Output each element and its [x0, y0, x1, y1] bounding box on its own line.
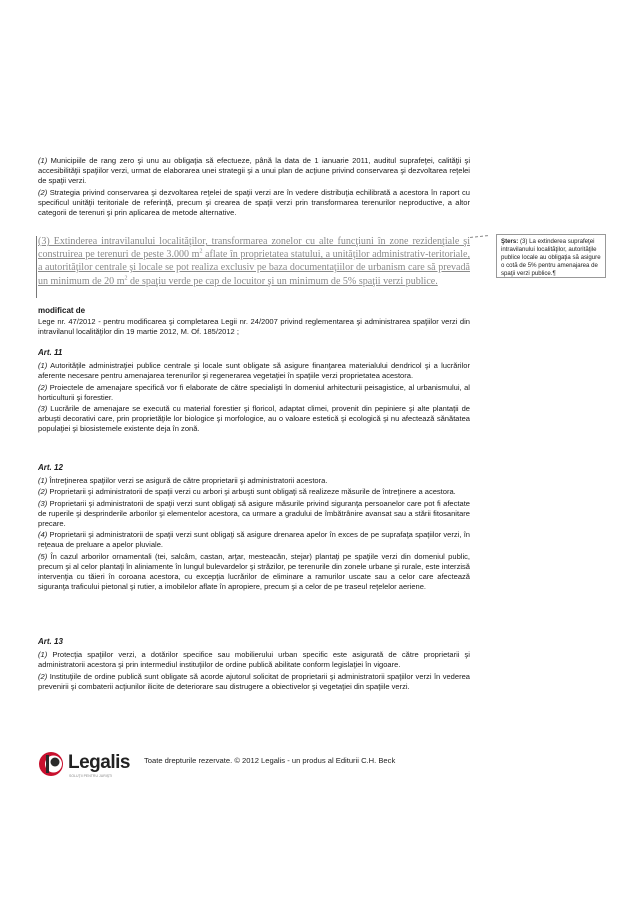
article-paragraph: [38, 672, 470, 692]
paragraph-text: Proprietarii şi administratorii de spaţii verzi sunt obligaţi să asigure măsurile privind siguranţa persoanelor care pot fi afectate de ruperile şi desprinderile arborilor şi elementelor acestora, ca urmare a gradului de îmbătrânire avansat sau a stării fitosanitare precare.: [38, 498, 470, 529]
paragraph-number: (2): [38, 487, 48, 497]
paragraph-number: (4): [38, 530, 48, 540]
logo-wordmark: Legalis: [68, 752, 130, 773]
paragraph-text: Municipiile de rang zero şi unu au obligaţia să efectueze, până la data de 1 ianuarie 2011, auditul suprafeţei, calităţii şi accesibilităţii spaţiilor verzi, urmat de elaborarea unei strategii şi a unui plan de acţiune privind conservarea şi dezvoltarea reţelei de spaţii verzi.: [38, 156, 470, 186]
paragraph-number: (2): [38, 382, 48, 392]
paragraph-text: Strategia privind conservarea şi dezvoltarea reţelei de spaţii verzi are în vedere distribuţia echilibrată a acestora în raport cu specificul unităţii teritoriale de referinţă, precum şi crearea de spaţii verzi prin transformarea terenurilor neproductive, a altor categorii de terenuri şi prin aplicarea de metode alternative.: [38, 187, 470, 218]
inserted-text-3: de spaţiu verde pe cap de locuitor şi un minimum de 5% spaţii verzi publice.: [127, 275, 438, 287]
paragraph-2: [38, 188, 470, 219]
paragraph-number: (1): [38, 156, 48, 165]
modified-text: Lege nr. 47/2012 - pentru modificarea şi completarea Legii nr. 24/2007 privind reglementarea şi administrarea spaţiilor verzi din intravilanul localităţilor din 19 martie 2012, M. Of. 185/2012 ;: [38, 317, 470, 337]
comment-label: Şters:: [501, 238, 519, 245]
paragraph-number: (2): [38, 671, 48, 681]
article-paragraph: [38, 499, 470, 530]
paragraph-text: Instituţiile de ordine publică sunt obligate să acorde ajutorul solicitat de proprietarii şi administratorii spaţiilor verzi în vederea prevenirii şi combaterii acţiunilor ilicite de deteriorare sau distrugere a obiectivelor şi vegetaţiei din spaţiile verzi.: [38, 671, 470, 691]
superscript: 2: [124, 275, 128, 282]
paragraph-number: (1): [38, 361, 48, 371]
paragraph-number: (1): [38, 476, 48, 486]
paragraph-text: Proprietarii şi administratorii de spaţii verzi cu arbori şi arbuşti sunt obligaţi să realizeze măsurile de întreţinere a acestora.: [47, 487, 456, 497]
paragraph-text: Întreţinerea spaţiilor verzi se asigură de către proprietarii şi administratorii acestora.: [47, 476, 328, 486]
page-footer: [38, 748, 598, 788]
inserted-text-1: (3) Extinderea intravilanului localităţilor, transformarea zonelor cu alte funcţiuni în zone rezidenţiale şi construirea pe terenuri de peste 3.000 m: [38, 236, 470, 261]
article-paragraph: [38, 476, 470, 486]
deletion-comment-balloon[interactable]: [496, 234, 606, 278]
modified-section: [38, 306, 470, 339]
inserted-paragraph: [38, 235, 470, 288]
legalis-logo-icon: [38, 750, 66, 778]
comment-text: (3) La extinderea suprafeţei intravilanului localităţilor, autorităţile publice locale au obligaţia să asigure o cotă de 5% pentru amenajarea de spaţii verzi publice.¶: [501, 238, 601, 277]
article-paragraph: [38, 487, 470, 497]
paragraph-text: În cazul arborilor ornamentali (tei, salcâm, castan, arţar, mesteacăn, stejar) plantaţi pe spaţiile verzi din domeniul public, precum şi al celor plantaţi în aliniamente în lungul bulevardelor şi străzilor, pe terenurile din zonele urbane şi rurale, este interzisă intervenţia cu tăieri în coroana acestora, cu excepţia lucrărilor de eliminare a ramurilor uscate sau a celor care afectează siguranţa traficului pietonal şi rutier, a imobilelor aflate în apropiere, precum şi a celor de pe traseul reţelelor aeriene.: [38, 551, 470, 592]
paragraph-number: (2): [38, 187, 48, 197]
paragraph-number: (1): [38, 650, 48, 660]
article-paragraph: [38, 404, 470, 435]
copyright-notice: Toate drepturile rezervate. © 2012 Legalis - un produs al Editurii C.H. Beck: [144, 756, 396, 765]
intro-section: [38, 156, 470, 219]
article-13: [38, 637, 470, 693]
article-paragraph: [38, 383, 470, 403]
article-paragraph: [38, 361, 470, 381]
paragraph-text: Autorităţile administraţiei publice centrale şi locale sunt obligate să asigure finanţarea materialului dendricol şi a lucrărilor aferente necesare pentru amenajarea terenurilor şi regenerarea vegetaţiei în spaţiile verzi proprietatea acestora.: [38, 361, 470, 381]
paragraph-number: (3): [38, 498, 48, 508]
logo-tagline: SOLUŢII PENTRU JURIŞTI: [69, 774, 113, 778]
superscript: 2: [199, 248, 203, 255]
change-bar: [36, 236, 37, 298]
paragraph-text: Proprietarii şi administratorii de spaţii verzi sunt obligaţi să asigure drenarea apelor în exces de pe suprafaţa spaţiilor verzi, în reţeaua de preluare a apelor pluviale.: [38, 530, 470, 550]
article-paragraph: [38, 552, 470, 593]
article-title: Art. 12: [38, 463, 63, 472]
paragraph-1: [38, 156, 470, 187]
modified-heading: modificat de: [38, 306, 86, 315]
article-title: Art. 13: [38, 637, 63, 646]
paragraph-number: (3): [38, 404, 48, 414]
article-12: [38, 463, 470, 593]
article-title: Art. 11: [38, 348, 63, 357]
inserted-text-2: aflate în proprietatea statului, a unităţilor administrativ-teritoriale, a autorităţilor centrale şi locale se pot realiza exclusiv pe baza documentaţiilor de urbanism care să prevadă un minimum de 20 m: [38, 249, 470, 287]
paragraph-number: (5): [38, 551, 48, 561]
article-paragraph: [38, 530, 470, 550]
paragraph-text: Protecţia spaţiilor verzi, a dotărilor specifice sau mobilierului urban specific este asigurată de către proprietarii şi administratorii acestora şi prin intermediul instituţiilor de ordine publică abilitate conform legislaţiei în vigoare.: [38, 650, 470, 670]
paragraph-text: Proiectele de amenajare specifică vor fi elaborate de către specialişti în domeniul arhitecturii peisagistice, al urbanismului, al horticulturii şi forestier.: [38, 382, 470, 402]
paragraph-text: Lucrările de amenajare se execută cu material forestier şi floricol, adaptat climei, provenit din pepiniere şi alte plantaţii de arbuşti decorativi care, prin proprietăţile lor biologice şi morfologice, au o valoare estetică şi ecologică şi nu afectează sănătatea populaţiei şi biosistemele existente deja în zonă.: [38, 404, 470, 434]
comment-connector: [470, 235, 488, 238]
article-paragraph: [38, 650, 470, 670]
article-11: [38, 348, 470, 436]
